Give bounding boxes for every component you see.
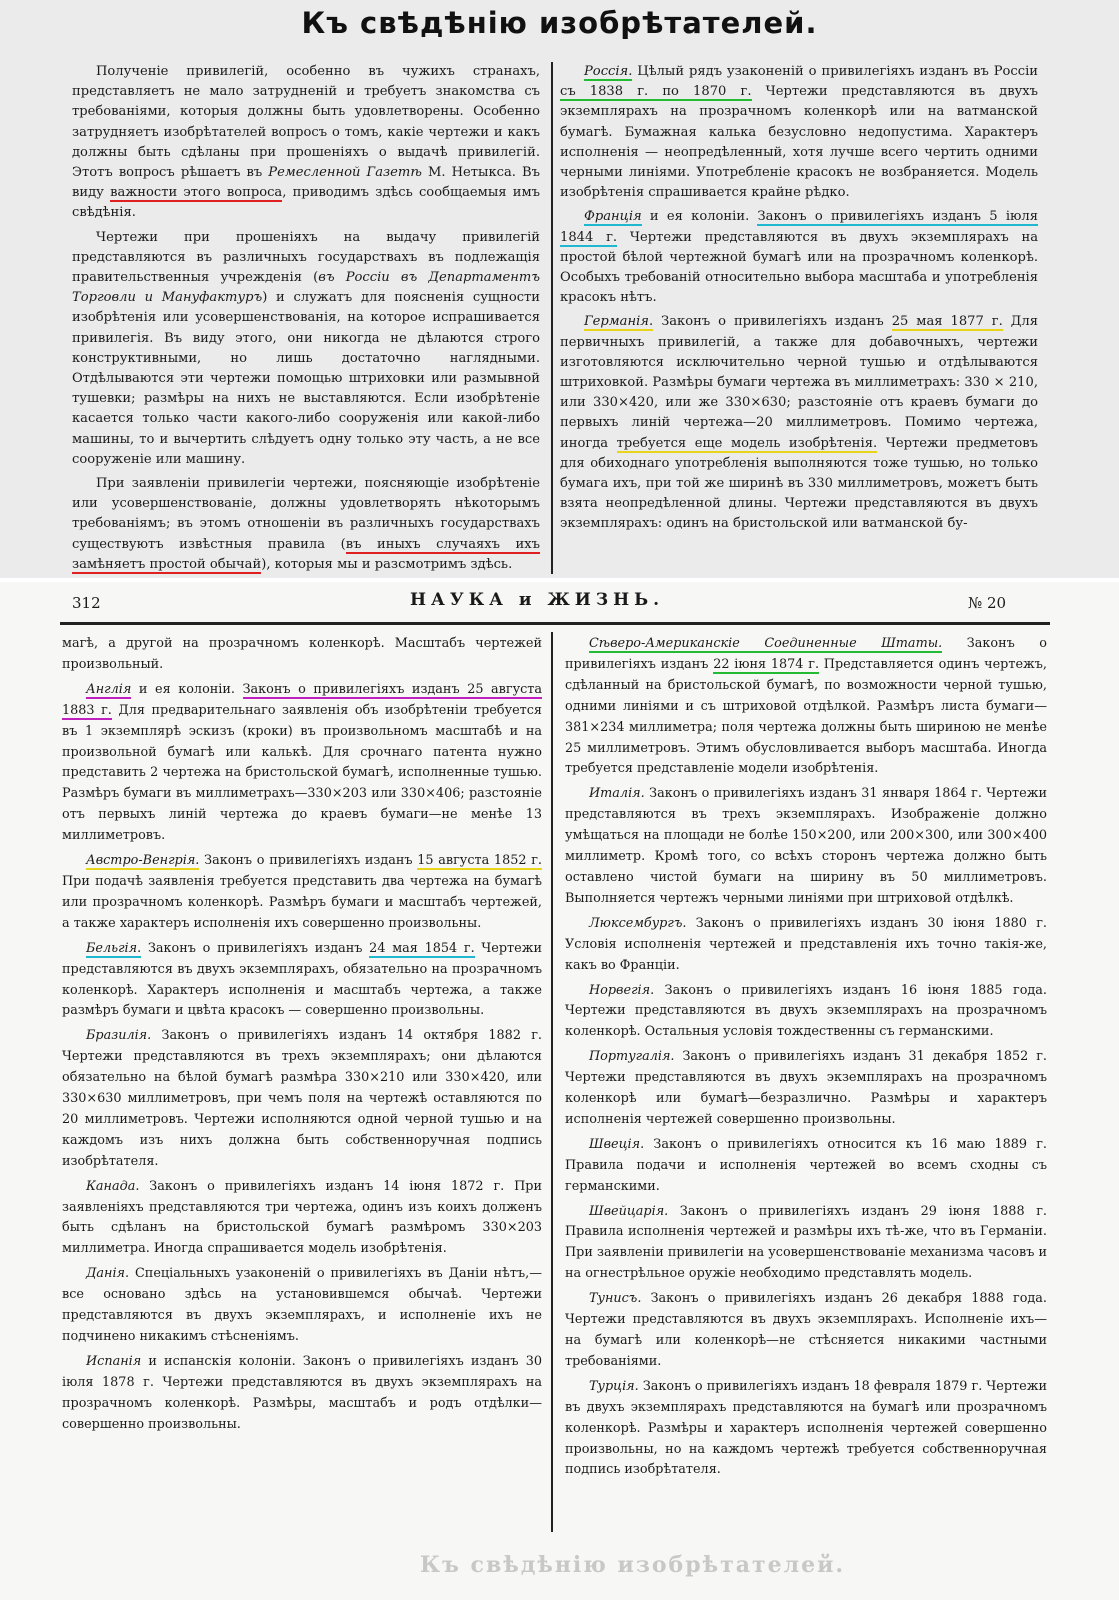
entry-france: Франція и ея колоніи. Законъ о привилегіяхъ изданъ 5 іюля 1844 г. Чертежи представляются въ двухъ экземплярахъ на простой бѣлой чертежной бумагѣ или на прозрачномъ коленкорѣ. Особыхъ требованій относительно выбора масштаба и употребленія красокъ нѣтъ. bbox=[560, 209, 1038, 306]
top-page-fragment bbox=[0, 0, 1119, 582]
entry-sweden: Швеція. Законъ о привилегіяхъ относится къ 16 маю 1889 г. Правила подачи и исполненія чертежей во всемъ сходны съ германскими. bbox=[565, 1136, 1047, 1194]
entry-spain: Испанія и испанскія колоніи. Законъ о привилегіяхъ изданъ 30 іюля 1878 г. Чертежи представляются въ двухъ экземплярахъ на прозрачномъ коленкорѣ. Размѣры, масштабъ и родъ отдѣлки— совершенно произвольны. bbox=[62, 1353, 542, 1432]
highlight-importance: важности этого вопроса bbox=[110, 185, 283, 201]
intro-paragraph: Полученіе привилегій, особенно въ чужихъ странахъ, представляетъ не мало затрудненій и требуетъ знакомства съ требованіями, которыя должны быть удовлетворены. Особенно затрудняетъ изобрѣтателей вопросъ о томъ, какіе чертежи и какъ должны быть сдѣланы при прошеніяхъ о выдачѣ привилегій. Этотъ вопросъ рѣшаетъ въ Ремесленной Газетѣ М. Нетыкса. Въ виду важности этого вопроса, приводимъ здѣсь сообщаемыя имъ свѣдѣнія. bbox=[72, 64, 540, 221]
entry-usa: Сѣверо-Американскіе Соединенные Штаты. Законъ о привилегіяхъ изданъ 22 іюня 1874 г. Представляется одинъ чертежъ, сдѣланный на бристольской бумагѣ, по возможности черной тушью, одними линіями и съ штриховой отдѣлкой. Размѣръ листа бумаги—381×234 миллиметра; поля чертежа должны быть шириною не менѣе 25 миллиметровъ. Этимъ обусловливается выборъ масштаба. Иногда требуется представленіе модели изобрѣтенія. bbox=[565, 636, 1047, 777]
entry-turkey: Турція. Законъ о привилегіяхъ изданъ 18 февраля 1879 г. Чертежи въ двухъ экземплярахъ представляются на бумагѣ или прозрачномъ коленкорѣ. Размѣры и характеръ исполненія чертежей совершенно произвольны, но на каждомъ чертежѣ требуется собственноручная подпись изобрѣтателя. bbox=[565, 1378, 1047, 1478]
issue-number: № 20 bbox=[968, 594, 1007, 612]
entry-brazil: Бразилія. Законъ о привилегіяхъ изданъ 14 октября 1882 г. Чертежи представляются въ трехъ экземплярахъ; они дѣлаются обязательно на бѣлой бумагѣ размѣра 330×210 или 330×420, или 330×630 миллиметровъ, при чемъ поля на чертежѣ оставляются по 20 миллиметровъ. Чертежи исполняются одной черной тушью и на каждомъ изъ нихъ должна быть собственноручная подпись изобрѣтателя. bbox=[62, 1028, 542, 1169]
entry-tunis: Тунисъ. Законъ о привилегіяхъ изданъ 26 декабря 1888 года. Чертежи представляются въ двухъ экземплярахъ. Исполненіе ихъ— на бумагѣ или коленкорѣ—не стѣсняется никакими частными требованіями. bbox=[565, 1291, 1047, 1369]
entry-italy: Италія. Законъ о привилегіяхъ изданъ 31 января 1864 г. Чертежи представляются въ трехъ экземплярахъ. Изображеніе должно умѣщаться на площади не болѣе 150×200, или 200×300, или 300×400 миллиметр. Кромѣ того, со всѣхъ сторонъ чертежа должно быть оставлено чистой бумаги на ширину въ 50 миллиметровъ. Выполняется чертежъ черными линіями при штриховой отдѣлкѣ. bbox=[565, 786, 1047, 906]
entry-canada: Канада. Законъ о привилегіяхъ изданъ 14 іюня 1872 г. При заявленіяхъ представляются три чертежа, одинъ изъ коихъ долженъ быть сдѣланъ на бристольской бумагѣ размѣромъ 330×203 миллиметра. Иногда спрашивается модель изобрѣтенія. bbox=[62, 1178, 542, 1257]
entry-switzerland: Швейцарія. Законъ о привилегіяхъ изданъ 29 іюня 1888 г. Правила исполненія чертежей и размѣры ихъ тѣ-же, что въ Германіи. При заявленіи привилегіи на усовершенствованіе механизма часовъ и на огнестрѣльное оружіе необходимо представлять модель. bbox=[565, 1203, 1047, 1282]
requirements-paragraph: При заявленіи привилегіи чертежи, поясняющіе изобрѣтеніе или усовершенствованіе, должны удовлетворять нѣкоторымъ требованіямъ; въ этомъ отношеніи въ различныхъ государствахъ существуютъ извѣстныя правила (въ иныхъ случаяхъ ихъ замѣняетъ простой обычай), которыя мы и разсмотримъ здѣсь. bbox=[72, 476, 540, 572]
top-right-column bbox=[560, 62, 1038, 539]
entry-denmark: Данія. Спеціальныхъ узаконеній о привилегіяхъ въ Даніи нѣтъ,— все основано здѣсь на установившемся обычаѣ. Чертежи представляются въ двухъ экземплярахъ, и исполненіе ихъ не подчинено никакимъ стѣсненіямъ. bbox=[62, 1266, 542, 1344]
article-title: Къ свѣдѣнію изобрѣтателей. bbox=[301, 6, 818, 40]
top-left-column bbox=[72, 62, 540, 579]
entry-austria: Австро-Венгрія. Законъ о привилегіяхъ изданъ 15 августа 1852 г. При подачѣ заявленія требуется представить два чертежа на бумагѣ или прозрачномъ коленкорѣ. Размѣръ бумаги и масштабъ чертежей, а также характеръ исполненія ихъ совершенно произвольны. bbox=[62, 853, 542, 931]
source-name: Ремесленной Газетѣ bbox=[268, 165, 422, 181]
bottom-left-column bbox=[62, 634, 542, 1440]
bottom-right-column bbox=[565, 634, 1047, 1485]
highlight-custom: въ иныхъ случаяхъ ихъ замѣняетъ простой обычай bbox=[72, 536, 540, 572]
bottom-column-divider bbox=[551, 632, 553, 1532]
running-head: НАУКА и ЖИЗНЬ. bbox=[410, 590, 665, 610]
page-number: 312 bbox=[72, 594, 101, 612]
drawings-paragraph: Чертежи при прошеніяхъ на выдачу привилегій представляются въ различныхъ государствахъ въ подлежащія правительственныя учрежденія (въ Россіи въ Департаментъ Торговли и Мануфактуръ) и служатъ для поясненія сущности изобрѣтенія или усовершенствованія, на которое испрашивается привилегія. Въ виду этого, они никогда не дѣлаются строго конструктивными, но лишь достаточно наглядными. Отдѣлываются эти чертежи помощью штриховки или размывной тушевки; размѣры на нихъ не выставляются. Если изобрѣтеніе касается только части какого-либо сооруженія или какой-либо машины, то и вычертить слѣдуетъ одну только эту часть, а не все сооруженіе или машину. bbox=[72, 229, 541, 467]
entry-norway: Норвегія. Законъ о привилегіяхъ изданъ 16 іюня 1885 года. Чертежи представляются въ двухъ экземплярахъ на прозрачномъ коленкорѣ. Остальныя условія тождественны съ германскими. bbox=[565, 982, 1047, 1040]
entry-russia: Россія. Цѣлый рядъ узаконеній о привилегіяхъ изданъ въ Россіи съ 1838 г. по 1870 г. Чертежи представляются въ двухъ экземплярахъ на прозрачномъ коленкорѣ или на ватманской бумагѣ. Бумажная калька безусловно недопустима. Характеръ исполненія — неопредѣленный, хотя лучше всего чертить одними черными линіями. Употребленіе красокъ не возбраняется. Модель изобрѣтенія спрашивается крайне рѣдко. bbox=[560, 64, 1038, 201]
continuation-text: магѣ, а другой на прозрачномъ коленкорѣ. Масштабъ чертежей произвольный. bbox=[62, 636, 542, 672]
bleed-through-text: Къ свѣдѣнію изобрѣтателей. bbox=[420, 1552, 846, 1578]
entry-luxembourg: Люксембургъ. Законъ о привилегіяхъ изданъ 30 іюня 1880 г. Условія исполненія чертежей и представленія ихъ точно такія-же, какъ во Франціи. bbox=[565, 915, 1047, 973]
column-divider bbox=[551, 62, 553, 574]
header-rule bbox=[60, 622, 1050, 625]
entry-belgium: Бельгія. Законъ о привилегіяхъ изданъ 24 мая 1854 г. Чертежи представляются въ двухъ экземплярахъ, обязательно на прозрачномъ коленкорѣ. Характеръ исполненія и масштабъ чертежа, а также размѣръ бумаги и цвѣта красокъ — совершенно произвольны. bbox=[62, 940, 543, 1019]
entry-portugal: Португалія. Законъ о привилегіяхъ изданъ 31 декабря 1852 г. Чертежи представляются въ двухъ экземплярахъ на прозрачномъ коленкорѣ или бумагѣ—безразлично. Размѣры и характеръ исполненія чертежей совершенно произвольны. bbox=[565, 1049, 1047, 1127]
bottom-page bbox=[0, 582, 1119, 1600]
entry-england: Англія и ея колоніи. Законъ о привилегіяхъ изданъ 25 августа 1883 г. Для предварительнаго заявленія объ изобрѣтеніи требуется въ 1 экземплярѣ эскизъ (кроки) въ произвольномъ масштабѣ и на произвольной бумагѣ или калькѣ. Для срочнаго патента нужно представить 2 чертежа на бристольской бумагѣ, исполненные тушью. Размѣръ бумаги въ миллиметрахъ—330×203 или 330×406; разстояніе отъ первыхъ линій чертежа до краевъ бумаги—не менѣе 13 миллиметровъ. bbox=[62, 681, 542, 844]
entry-germany: Германія. Законъ о привилегіяхъ изданъ 25 мая 1877 г. Для первичныхъ привилегій, а также для добавочныхъ, чертежи изготовляются исключительно черной тушью и отдѣлываются штриховкой. Размѣры бумаги чертежа въ миллиметрахъ: 330 × 210, или 330×420, или же 330×630; разстояніе отъ краевъ бумаги до первыхъ линій чертежа—20 миллиметровъ. Помимо чертежа, иногда требуется еще модель изобрѣтенія. Чертежи предметовъ для обиходнаго употребленія выполняются тоже тушью, но только бумага ихъ, при той же ширинѣ въ 330 миллиметровъ, можетъ быть взята неопредѣленной длины. Чертежи представляются въ двухъ экземплярахъ: одинъ на бристольской или ватманской бу- bbox=[560, 314, 1038, 532]
